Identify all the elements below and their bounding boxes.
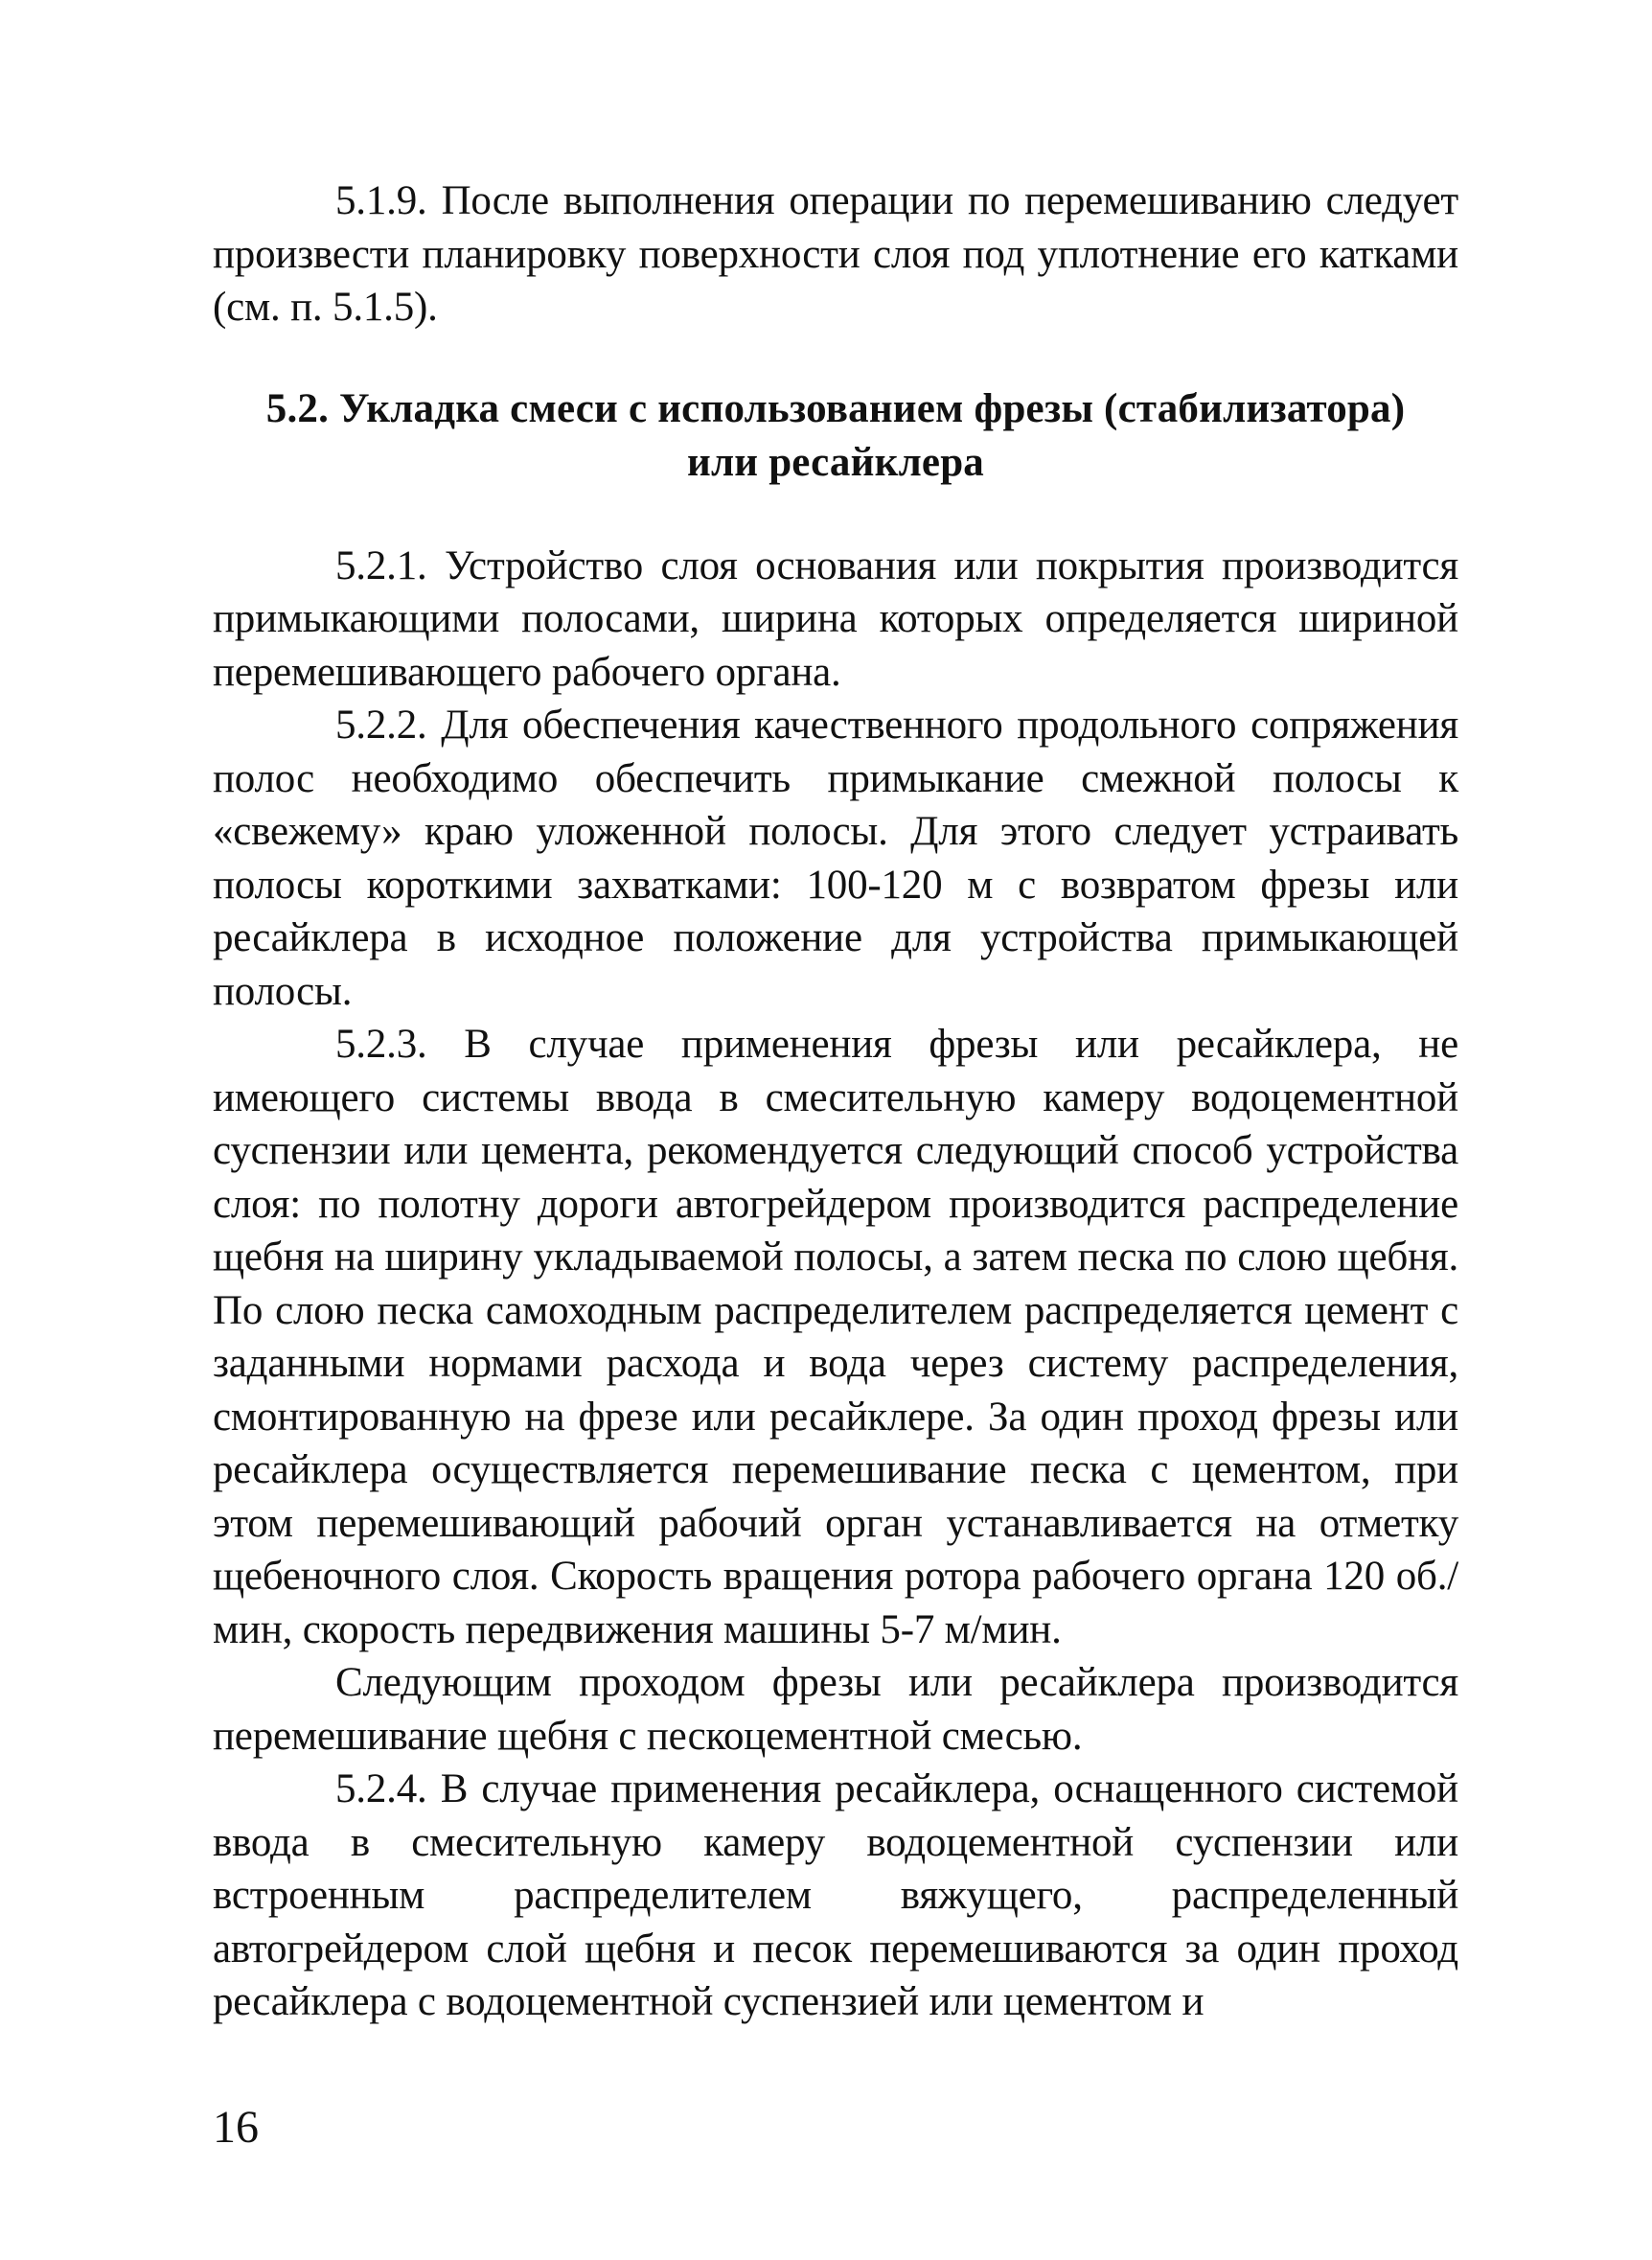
paragraph-5-2-3-continued: Следующим проходом фрезы или ресайклера производится перемешивание щебня с пескоцементной смесью. <box>213 1660 1458 1759</box>
page-content <box>213 174 1458 2029</box>
paragraph-5-2-2: 5.2.2. Для обеспечения качественного продольного сопряжения полос необходимо обеспечить примыкание смежной полосы к «свежему» краю уложенной полосы. Для этого следует устраивать полосы короткими захватками: 100-120 м с возвратом фрезы или ресайклера в исходное положение для устройства примыкающей полосы. <box>213 703 1458 1014</box>
paragraph-5-2-3: 5.2.3. В случае применения фрезы или ресайклера, не имеющего системы ввода в смесительную камеру водоцементной суспензии или цемента, рекомендуется следующий способ устройства слоя: по полотну дороги автогрейдером производится распределение щебня на ширину укладываемой полосы, а затем песка по слою щебня. По слою песка самоходным распределителем распределяется цемент с заданными нормами расхода и вода через систему распределения, смонтированную на фрезе или ресайклере. За один проход фрезы или ресайклера осуществляется перемешивание песка с цементом, при этом перемешивающий рабочий орган устанавливается на отметку щебеночного слоя. Скорость вращения ротора рабочего органа 120 об./мин, скорость передвижения машины 5-7 м/мин. <box>213 1022 1458 1652</box>
paragraph-5-2-1: 5.2.1. Устройство слоя основания или покрытия производится примыкающими полосами, ширина которых определяется шириной перемешивающего рабочего органа. <box>213 542 1458 695</box>
page-number: 16 <box>213 2102 259 2153</box>
section-heading-5-2 <box>213 382 1458 490</box>
paragraph-5-1-9: 5.1.9. После выполнения операции по перемешиванию следует произвести планировку поверхности слоя под уплотнение его катками (см. п. 5.1.5). <box>213 178 1458 330</box>
section-heading-line-2: или ресайклера <box>686 439 985 485</box>
section-heading-line-1: 5.2. Укладка смеси с использованием фрезы (стабилизатора) <box>265 385 1406 431</box>
paragraph-5-2-4: 5.2.4. В случае применения ресайклера, оснащенного системой ввода в смесительную камеру водоцементной суспензии или встроенным распределителем вяжущего, распределенный автогрейдером слой щебня и песок перемешиваются за один проход ресайклера с водоцементной суспензией или цементом и <box>213 1766 1458 2024</box>
